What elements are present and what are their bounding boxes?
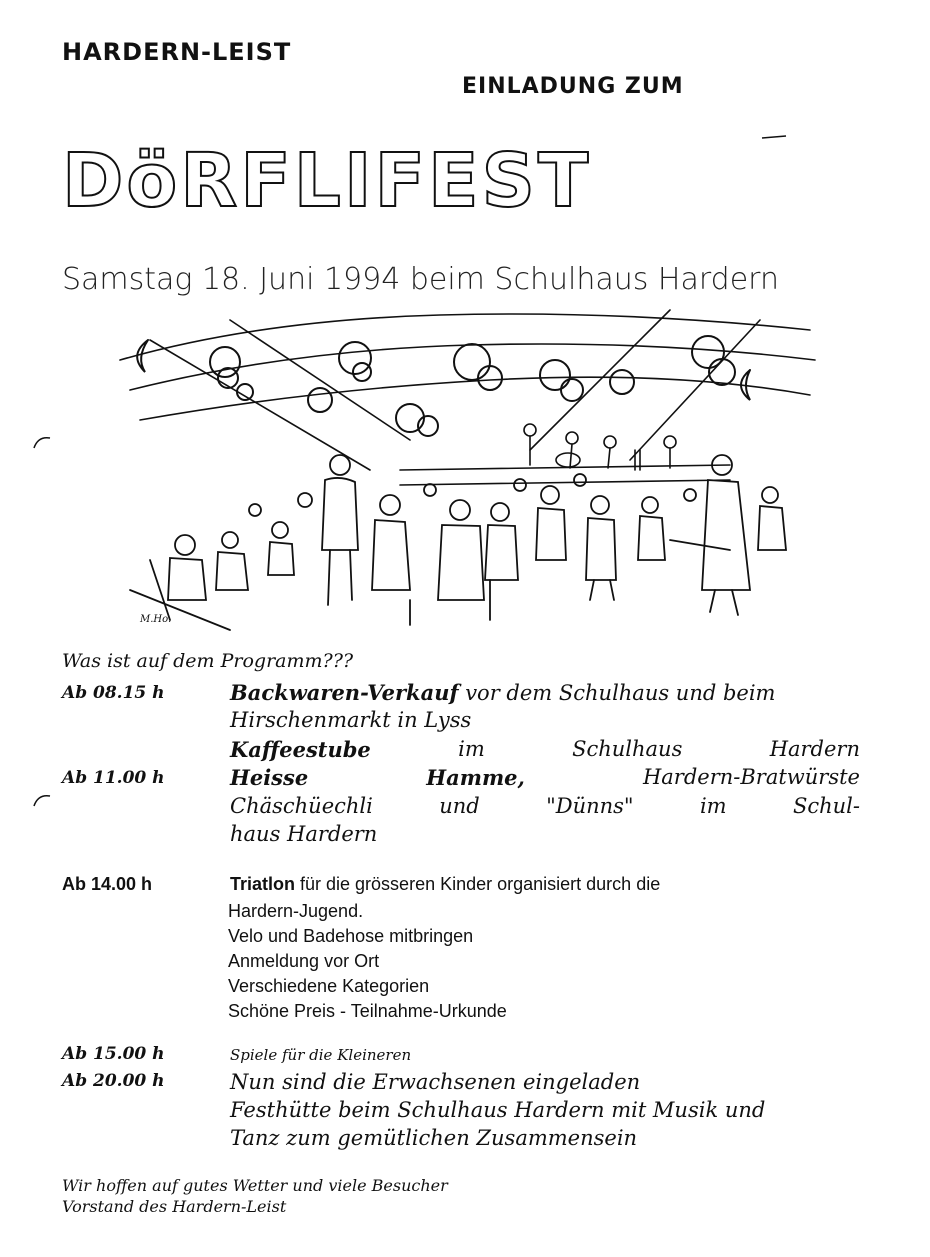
lanterns bbox=[210, 336, 735, 436]
kaffee-word-1: Kaffeestube bbox=[230, 737, 371, 762]
slot2-word-2: Hamme, bbox=[426, 765, 525, 790]
kaffee-word-4: Hardern bbox=[769, 737, 860, 761]
footer-line-1: Wir hoffen auf gutes Wetter und viele Besucher bbox=[62, 1176, 448, 1195]
punch-mark-bottom bbox=[30, 790, 54, 810]
slot2-line3: haus Hardern bbox=[230, 822, 378, 846]
slot5-time: Ab 20.00 h bbox=[62, 1071, 165, 1091]
slot4-time: Ab 15.00 h bbox=[62, 1044, 165, 1064]
kaffee-word-2: im bbox=[458, 737, 485, 761]
invitation-label: EINLADUNG ZUM bbox=[462, 74, 684, 99]
artist-signature: M.Ho. bbox=[140, 614, 172, 625]
margin-dash bbox=[760, 132, 790, 142]
slot3-bold: Triatlon bbox=[230, 874, 296, 894]
slot2-word-3: Hardern-Bratwürste bbox=[642, 765, 860, 789]
slot1-line2: Hirschenmarkt in Lyss bbox=[230, 708, 472, 732]
slot2-word-1: Heisse bbox=[230, 765, 309, 790]
garland-lines bbox=[120, 310, 815, 470]
slot3-time: Ab 14.00 h bbox=[62, 874, 153, 894]
kaffee-word-3: Schulhaus bbox=[572, 737, 683, 761]
slot2-l2-word-2: und bbox=[439, 794, 480, 818]
program-heading: Was ist auf dem Programm??? bbox=[62, 650, 354, 672]
slot1-time: Ab 08.15 h bbox=[62, 683, 165, 703]
slot3-detail-line: Hardern-Jugend. bbox=[228, 901, 364, 921]
event-title: DöRFLIFEST bbox=[62, 138, 592, 224]
slot1-line1 bbox=[230, 680, 775, 705]
slot5-lines bbox=[230, 1068, 765, 1152]
slot3-detail-line: Verschiedene Kategorien bbox=[228, 976, 430, 996]
footer-line-2: Vorstand des Hardern-Leist bbox=[62, 1197, 287, 1216]
org-name: HARDERN-LEIST bbox=[62, 38, 292, 66]
slot3-line1 bbox=[230, 874, 660, 895]
moon-left bbox=[137, 340, 148, 372]
slot2-line2 bbox=[230, 794, 860, 818]
slot1-text: vor dem Schulhaus und beim bbox=[458, 681, 776, 705]
slot4-text: Spiele für die Kleineren bbox=[230, 1046, 412, 1064]
slot1-bold: Backwaren-Verkauf bbox=[230, 680, 459, 705]
punch-mark-top bbox=[30, 432, 54, 452]
slot2-time: Ab 11.00 h bbox=[62, 768, 165, 788]
stage bbox=[400, 424, 730, 485]
slot2-l2-word-3: "Dünns" bbox=[546, 794, 634, 818]
slot5-line: Nun sind die Erwachsenen eingeladen bbox=[230, 1070, 641, 1094]
slot2-l2-word-4: im bbox=[699, 794, 727, 818]
slot3-text: für die grösseren Kinder organisiert durch die bbox=[295, 874, 661, 894]
slot3-details bbox=[228, 899, 507, 1024]
slot2-line1 bbox=[230, 765, 860, 790]
slot5-line: Festhütte beim Schulhaus Hardern mit Musik und bbox=[230, 1098, 766, 1122]
date-line: Samstag 18. Juni 1994 beim Schulhaus Hardern bbox=[62, 262, 779, 297]
kaffeestube-line bbox=[230, 737, 860, 762]
festival-illustration bbox=[110, 300, 830, 640]
slot3-detail-line: Schöne Preis - Teilnahme-Urkunde bbox=[228, 1001, 507, 1021]
slot2-l2-word-5: Schul- bbox=[792, 794, 860, 818]
slot3-detail-line: Velo und Badehose mitbringen bbox=[228, 926, 474, 946]
slot5-line: Tanz zum gemütlichen Zusammensein bbox=[230, 1126, 638, 1150]
slot3-detail-line: Anmeldung vor Ort bbox=[228, 951, 380, 971]
slot2-l2-word-1: Chäschüechli bbox=[230, 794, 373, 818]
